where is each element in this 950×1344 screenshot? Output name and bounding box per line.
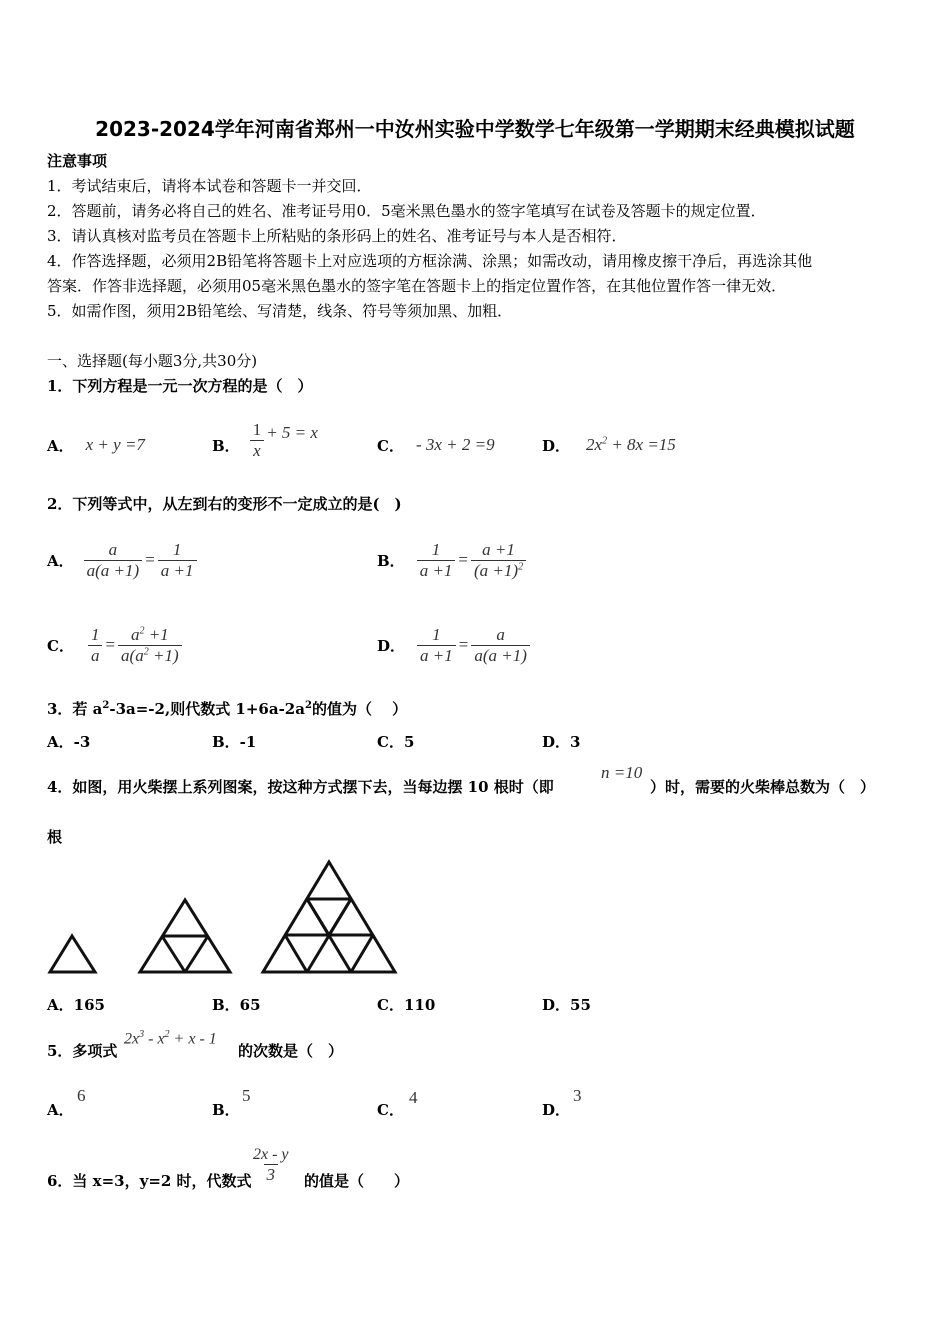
q1-option-c: C． - 3x + 2 =9 xyxy=(377,435,495,455)
question-2-stem: 2．下列等式中，从左到右的变形不一定成立的是( ) xyxy=(47,495,402,513)
notice-item: 2．答题前，请务必将自己的姓名、准考证号用0．5毫米黑色墨水的签字笔填写在试卷及答题卡的规定位置． xyxy=(47,202,766,220)
q1-option-a: A． x + y =7 xyxy=(47,435,145,455)
q4-n-expression: n =10 xyxy=(601,763,643,782)
matchstick-triangles-figure xyxy=(40,855,410,980)
question-6-stem-part1: 6．当 x=3，y=2 时，代数式 xyxy=(47,1172,252,1190)
q5-option-c-label: C． xyxy=(377,1101,404,1119)
notice-item: 答案．作答非选择题，必须用05毫米黑色墨水的签字笔在答题卡上的指定位置作答，在其他位置作答一律无效． xyxy=(47,277,787,295)
q4-option-b: B．65 xyxy=(212,996,261,1014)
q5-polynomial: $2x^3 - x^2 + x - 1$ xyxy=(124,1029,217,1048)
section-heading: 一、选择题(每小题3分,共30分) xyxy=(47,352,258,370)
triangle-pattern-1 xyxy=(50,936,95,972)
question-5-stem-part1: 5．多项式 xyxy=(47,1042,118,1060)
notice-item: 5．如需作图，须用2B铅笔绘、写清楚，线条、符号等须加黑、加粗． xyxy=(47,302,513,320)
q4-option-c: C．110 xyxy=(377,996,436,1014)
question-5-stem-part2: 的次数是（ ） xyxy=(238,1042,344,1060)
q1-option-b: B． $\frac{1}{x}$ + 5 = x xyxy=(212,419,318,460)
notice-heading: 注意事项 xyxy=(47,152,108,170)
q3-option-c: C．5 xyxy=(377,733,415,751)
q4-option-d: D．55 xyxy=(542,996,591,1014)
q3-option-d: D．3 xyxy=(542,733,581,751)
notice-item: 4．作答选择题，必须用2B铅笔将答题卡上对应选项的方框涂满、涂黑；如需改动，请用橡皮擦干净后，再选涂其他 xyxy=(47,252,813,270)
question-4-stem-part2: ）时，需要的火柴棒总数为（ ） xyxy=(650,778,876,796)
q1-option-d: D． $2x^2 + 8x =15$ xyxy=(542,435,676,455)
q2-option-d: D． $\frac{1}{a +1}$ = $\frac{a}{a(a +1)}$ xyxy=(377,612,530,678)
q5-option-a-label: A． xyxy=(47,1101,74,1119)
page-title: 2023-2024学年河南省郑州一中汝州实验中学数学七年级第一学期期末经典模拟试题 xyxy=(95,117,855,141)
question-4-stem-part1: 4．如图，用火柴摆上系列图案，按这种方式摆下去，当每边摆 10 根时（即 xyxy=(47,778,554,796)
q3-option-a: A．-3 xyxy=(47,733,91,751)
q5-option-a-value: 6 xyxy=(77,1086,86,1105)
question-3-stem: 3．若 $a^2-3a=-2$,则代数式 $1+6a-2a^2$的值为（ ） xyxy=(47,700,408,718)
q5-option-b-label: B． xyxy=(212,1101,240,1119)
q2-option-c: C． $\frac{1}{a}$ = $\frac{a^2 +1}{a(a^2 +1)}$ xyxy=(47,612,182,678)
q5-option-d-label: D． xyxy=(542,1101,571,1119)
question-6-stem-part2: 的值是（ ） xyxy=(304,1172,410,1190)
q2-option-b: B． $\frac{1}{a +1}$ = $\frac{a +1}{(a +1)^2}$ xyxy=(377,527,526,593)
notice-item: 1．考试结束后，请将本试卷和答题卡一并交回． xyxy=(47,177,372,195)
q2-option-a: A． $\frac{a}{a(a +1)}$ = $\frac{1}{a +1}$ xyxy=(47,527,197,593)
q3-option-b: B．-1 xyxy=(212,733,257,751)
question-4-stem-unit: 根 xyxy=(47,828,63,846)
question-1-stem: 1．下列方程是一元一次方程的是（ ） xyxy=(47,377,313,395)
triangle-pattern-2 xyxy=(140,900,230,972)
q5-option-c-value: 4 xyxy=(409,1088,418,1107)
q4-option-a: A．165 xyxy=(47,996,105,1014)
q6-fraction: $\frac{2x - y}{3}$ xyxy=(253,1146,289,1184)
q5-option-d-value: 3 xyxy=(573,1086,582,1105)
notice-item: 3．请认真核对监考员在答题卡上所粘贴的条形码上的姓名、准考证号与本人是否相符． xyxy=(47,227,627,245)
q5-option-b-value: 5 xyxy=(242,1086,251,1105)
triangle-pattern-3 xyxy=(263,862,395,972)
